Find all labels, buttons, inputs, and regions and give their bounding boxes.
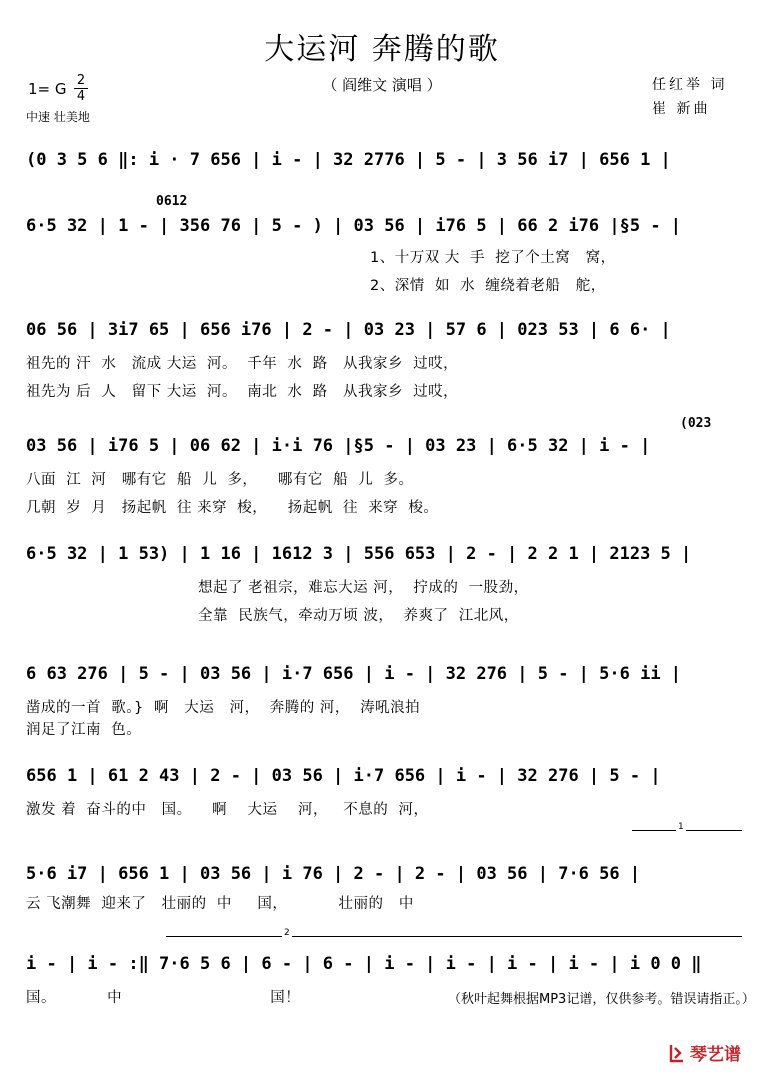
key-signature: 1= G [28,80,67,98]
lyric-line-5-verse-2: 全靠 民族气，牵动万顷 波， 养爽了 江北风， [198,608,519,624]
lyric-line-6-verse-2: 润足了江南 色。 [26,722,142,738]
watermark-logo-icon [668,1043,686,1063]
lyric-line-3-verse-2: 祖先为 后 人 留下 大运 河。 南北 水 路 从我家乡 过哎， [26,384,459,400]
notation-line-9: i - | i - :‖ 7·6 5 6 | 6 - | 6 - | i - | i - | i - | i - | i 0 0 ‖ [26,954,702,974]
second-ending-bracket [166,928,742,938]
song-title: 大运河 奔腾的歌 [264,32,500,67]
lyric-line-7: 激发 着 奋斗的中 国。 啊 大运 河， 不息的 河， [26,802,429,818]
lyric-line-5-verse-1: 想起了 老祖宗，难忘大运 河， 拧成的 一股劲， [198,580,529,596]
notation-line-8: 5·6 i7 | 656 1 | 03 56 | i 76 | 2 - | 2 - | 03 56 | 7·6 56 | [26,864,641,884]
watermark [668,1040,741,1065]
watermark-text: 琴艺谱 [690,1045,741,1065]
notation-line-1: (0 3 5 6 ‖: i · 7 656 | i - | 32 2776 | 5 - | 3 56 i7 | 656 1 | [26,150,671,170]
lyric-line-6-verse-1: 凿成的一首 歌。} 啊 大运 河， 奔腾的 河， 涛吼浪拍 [26,700,421,716]
notation-line-2: 6·5 32 | 1 - | 356 76 | 5 - ) | 03 56 | i76 5 | 66 2 i76 |§5 - | [26,216,682,236]
lyric-line-8: 云 飞潮舞 迎来了 壮丽的 中 国， 壮丽的 中 [26,896,414,912]
second-ending-number: 2 [284,928,290,938]
pickup-notes-2: (023 [680,416,712,431]
time-signature-top: 2 [76,73,86,88]
lyric-line-2-verse-2: 2、深情 如 水 缠绕着老船 舵， [370,278,606,294]
singer-credit: （ 阎维文 演唱 ） [322,76,442,94]
first-ending-bracket [632,822,742,832]
tempo-marking: 中速 壮美地 [26,110,90,124]
lyric-line-4-verse-2: 几朝 岁 月 扬起帆 往 来穿 梭， 扬起帆 往 来穿 梭。 [26,500,439,516]
notation-line-3: 06 56 | 3i7 65 | 656 i76 | 2 - | 03 23 | 57 6 | 023 53 | 6 6· | [26,320,671,340]
notation-line-5: 6·5 32 | 1 53) | 1 16 | 1612 3 | 556 653 | 2 - | 2 2 1 | 2123 5 | [26,544,692,564]
lyric-line-9: 国。 中 国！ [26,990,301,1006]
time-signature [74,74,88,103]
notation-line-7: 656 1 | 61 2 43 | 2 - | 03 56 | i·7 656 | i - | 32 276 | 5 - | [26,766,661,786]
lyric-line-4-verse-1: 八面 江 河 哪有它 船 儿 多， 哪有它 船 儿 多。 [26,472,414,488]
lyric-line-3-verse-1: 祖先的 汗 水 流成 大运 河。 千年 水 路 从我家乡 过哎， [26,356,459,372]
notation-line-4: 03 56 | i76 5 | 06 62 | i·i 76 |§5 - | 03 23 | 6·5 32 | i - | [26,436,651,456]
lyricist-credit: 任红举 词 [652,77,728,93]
transcription-note: （秋叶起舞根据MP3记谱，仅供参考。错误请指正。） [448,992,755,1007]
time-signature-bottom: 4 [76,89,86,104]
composer-credit: 崔 新曲 [652,101,711,117]
first-ending-number: 1 [678,822,684,832]
lyric-line-2-verse-1: 1、十万双 大 手 挖了个土窝 窝， [370,250,616,266]
pickup-notes: 0612 [156,194,188,209]
notation-line-6: 6 63 276 | 5 - | 03 56 | i·7 656 | i - | 32 276 | 5 - | 5·6 ii | [26,664,682,684]
